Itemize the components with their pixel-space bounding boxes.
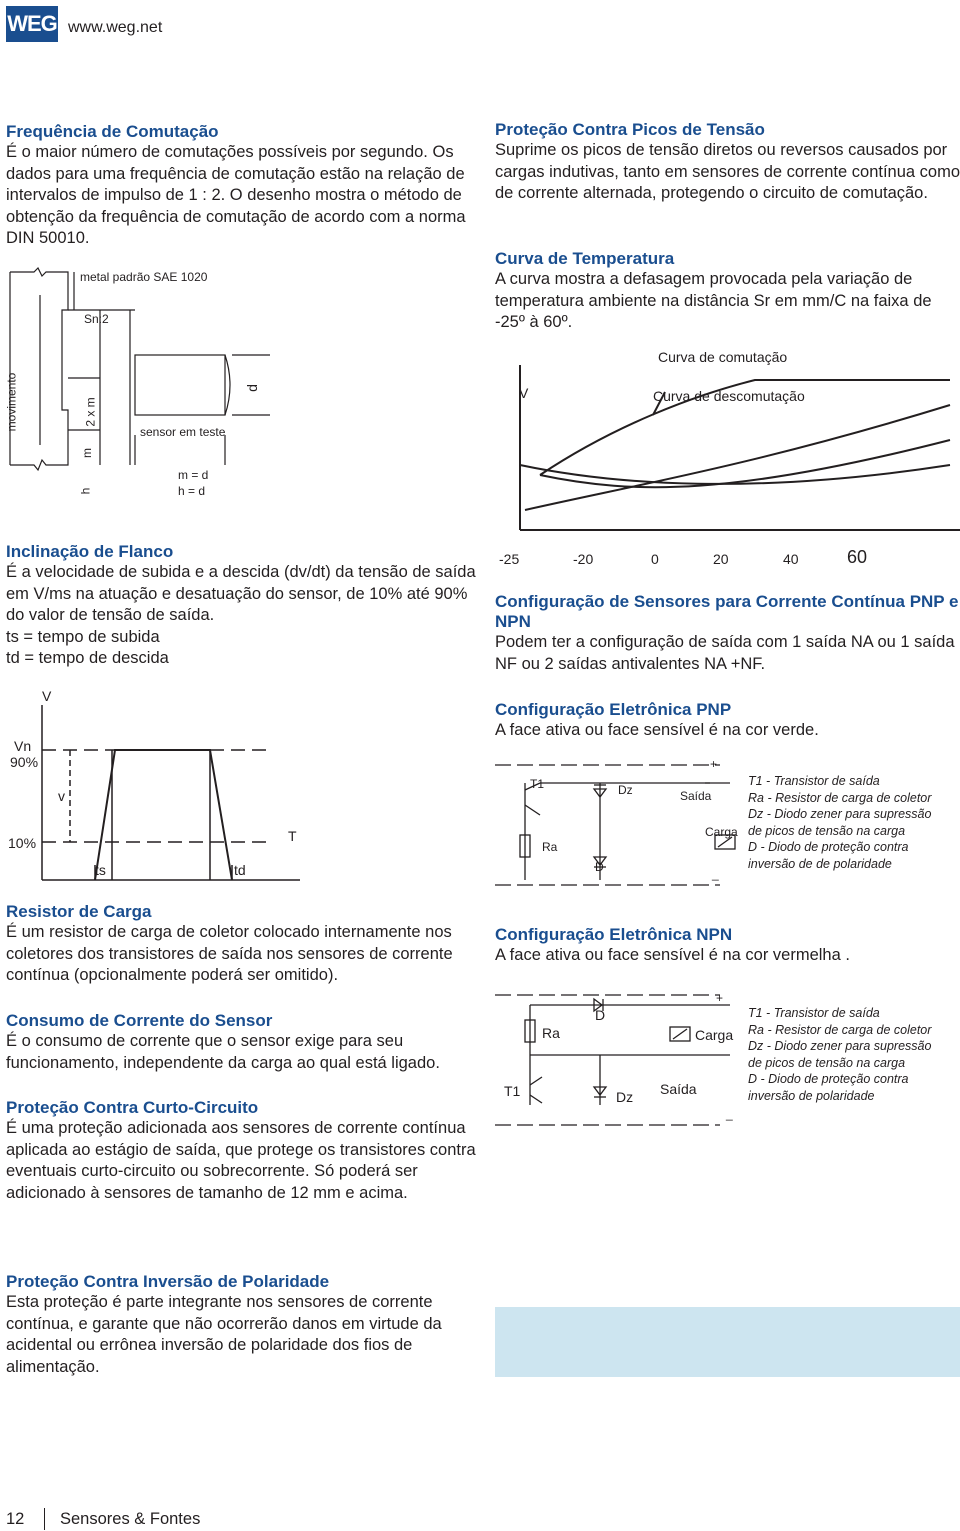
td-definition: td = tempo de descida — [6, 649, 169, 668]
legend-line: inversão de de polaridade — [748, 856, 892, 871]
two-m-label: 2 x m — [83, 397, 98, 427]
section-title: Curva de Temperatura — [495, 249, 675, 268]
npn-saida: Saída — [660, 1081, 697, 1097]
section-consumo — [6, 1011, 476, 1074]
legend-line: D - Diodo de proteção contra — [748, 840, 909, 854]
pnp-minus: _ — [712, 867, 719, 881]
vn-label: Vn — [14, 738, 32, 754]
pnp-carga: Carga — [705, 825, 738, 839]
site-url[interactable]: www.weg.net — [68, 19, 163, 36]
h-label: h — [78, 487, 93, 495]
tick-20: 20 — [713, 551, 729, 567]
section-title: Configuração de Sensores para Corrente Contínua PNP e NPN — [495, 592, 959, 631]
info-box — [495, 1307, 960, 1377]
section-title: Configuração Eletrônica PNP — [495, 700, 732, 719]
t-label: T — [288, 828, 297, 844]
temperature-figure — [495, 345, 960, 575]
section-title: Proteção Contra Picos de Tensão — [495, 120, 765, 139]
v-label: V — [42, 688, 52, 704]
section-title: Proteção Contra Inversão de Polaridade — [6, 1272, 330, 1291]
section-resistor — [6, 902, 476, 987]
legend-line: Ra - Resistor de carga de coletor — [748, 790, 932, 805]
npn-d: D — [595, 1007, 606, 1023]
section-title: Frequência de Comutação — [6, 122, 219, 141]
section-title: Resistor de Carga — [6, 902, 152, 921]
section-config-cc — [495, 592, 960, 675]
p90-label: 90% — [10, 754, 39, 770]
legend-line: de picos de tensão na carga — [748, 823, 906, 838]
legend-line: Dz - Diodo zener para supressão — [748, 1039, 932, 1053]
section-temperatura — [495, 249, 960, 334]
page-number: 12 — [6, 1510, 25, 1528]
npn-carga: Carga — [695, 1027, 734, 1043]
d-label: d — [243, 384, 260, 392]
section-body: Podem ter a configuração de saída com 1 saída NA ou 1 saída NF ou 2 saídas antivalentes NA +NF. — [495, 633, 955, 673]
curva-comutacao-label: Curva de comutação — [658, 349, 788, 365]
tick-0: 0 — [651, 551, 659, 567]
pnp-saida: Saída — [680, 789, 712, 803]
section-body: A face ativa ou face sensível é na cor verde. — [495, 721, 819, 739]
flanco-waveform — [0, 680, 480, 885]
eq-h-label: h = d — [178, 484, 206, 498]
tick-m20: -20 — [573, 551, 594, 567]
section-body: É uma proteção adicionada aos sensores de corrente contínua aplicada ao estágio de saída, que protege os transistores contra eventuais curto-circuito ou sobrecorrente. Só poderá ser adicionado à sensores de tamanho de 12 mm e acima. — [6, 1119, 476, 1202]
pnp-plus: + — [710, 757, 718, 771]
pnp-t1: T1 — [530, 777, 545, 791]
pnp-legend — [748, 773, 960, 872]
v-small-label: v — [58, 788, 65, 804]
npn-ra: Ra — [542, 1025, 560, 1041]
pnp-ra: Ra — [542, 840, 558, 854]
npn-circuit — [490, 985, 750, 1135]
pnp-d: D — [595, 860, 604, 874]
pnp-circuit-figure — [490, 755, 960, 895]
npn-plus: + — [716, 991, 724, 1005]
section-title: Proteção Contra Curto-Circuito — [6, 1098, 259, 1117]
section-npn — [495, 925, 960, 967]
ts-definition: ts = tempo de subida — [6, 627, 160, 646]
section-pnp — [495, 700, 960, 742]
section-body: É o maior número de comutações possíveis por segundo. Os dados para uma frequência de comutação estão na relação de intervalos de impulso de 1 : 2. O desenho mostra o método de obtenção da frequência de comutação de acordo com a norma DIN 50010. — [6, 143, 466, 248]
flanco-figure — [0, 680, 480, 885]
weg-logo: WEG — [6, 6, 58, 42]
v-axis-label: V — [519, 385, 529, 401]
section-picos — [495, 120, 960, 205]
legend-line: Dz - Diodo zener para supressão — [748, 807, 932, 821]
legend-line: de picos de tensão na carga — [748, 1055, 906, 1070]
ts-label: ts — [95, 862, 106, 878]
tick-40: 40 — [783, 551, 799, 567]
td-label: td — [234, 862, 246, 878]
section-body: A curva mostra a defasagem provocada pela variação de temperatura ambiente na distância Sr em mm/C na faixa de -25º à 60º. — [495, 270, 932, 332]
section-body: Esta proteção é parte integrante nos sensores de corrente contínua, e garante que não ocorrerão danos em virtude da acidental ou errônea inversão de polaridade dos fios de alimentação. — [6, 1293, 442, 1376]
legend-line: T1 - Transistor de saída — [748, 774, 880, 788]
section-title: Consumo de Corrente do Sensor — [6, 1011, 273, 1030]
section-title: Configuração Eletrônica NPN — [495, 925, 733, 944]
section-title: Inclinação de Flanco — [6, 542, 174, 561]
curva-descomutacao-label: Curva de descomutação — [653, 388, 805, 404]
metal-label: metal padrão SAE 1020 — [80, 270, 208, 284]
npn-legend — [748, 1005, 960, 1104]
tick-60: 60 — [847, 547, 868, 567]
movimento-label: movimento — [4, 372, 19, 432]
section-inversao — [6, 1272, 476, 1378]
tick-m25: -25 — [499, 551, 520, 567]
legend-line: T1 - Transistor de saída — [748, 1006, 880, 1020]
section-body: É um resistor de carga de coletor colocado internamente nos coletores dos transistores de saída nos sensores de corrente contínua (opcionalmente poderá ser omitido). — [6, 923, 453, 985]
frequency-test-figure — [0, 260, 480, 520]
npn-minus: _ — [726, 1107, 733, 1121]
pnp-dz: Dz — [618, 783, 633, 797]
npn-circuit-figure — [490, 985, 960, 1135]
section-frequencia — [6, 122, 476, 250]
legend-line: Ra - Resistor de carga de coletor — [748, 1022, 932, 1037]
legend-line: D - Diodo de proteção contra — [748, 1072, 909, 1086]
footer-section: Sensores & Fontes — [60, 1510, 201, 1528]
npn-dz: Dz — [616, 1089, 634, 1105]
temperature-curves — [495, 345, 960, 575]
sn-label: Sn:2 — [84, 312, 109, 326]
footer-divider — [44, 1508, 45, 1530]
section-flanco — [6, 542, 476, 670]
section-body: É a velocidade de subida e a descida (dv/dt) da tensão de saída em V/ms na atuação e desatuação do sensor, de 10% até 90% do valor de tensão de saída. — [6, 563, 476, 625]
m-label: m — [80, 448, 94, 458]
eq-m-label: m = d — [178, 468, 209, 482]
legend-line: inversão de polaridade — [748, 1088, 875, 1103]
section-body: É o consumo de corrente que o sensor exige para seu funcionamento, independente da carga ao qual está ligado. — [6, 1032, 440, 1072]
section-body: A face ativa ou face sensível é na cor vermelha . — [495, 946, 850, 964]
section-curto — [6, 1098, 476, 1204]
npn-t1: T1 — [504, 1083, 521, 1099]
p10-label: 10% — [8, 835, 37, 851]
sensor-label: sensor em teste — [140, 425, 226, 439]
section-body: Suprime os picos de tensão diretos ou reversos causados por cargas indutivas, tanto em sensores de corrente contínua como de corrente alternada, protegendo o circuito de comutação. — [495, 141, 960, 203]
frequency-test-drawing — [0, 260, 480, 520]
